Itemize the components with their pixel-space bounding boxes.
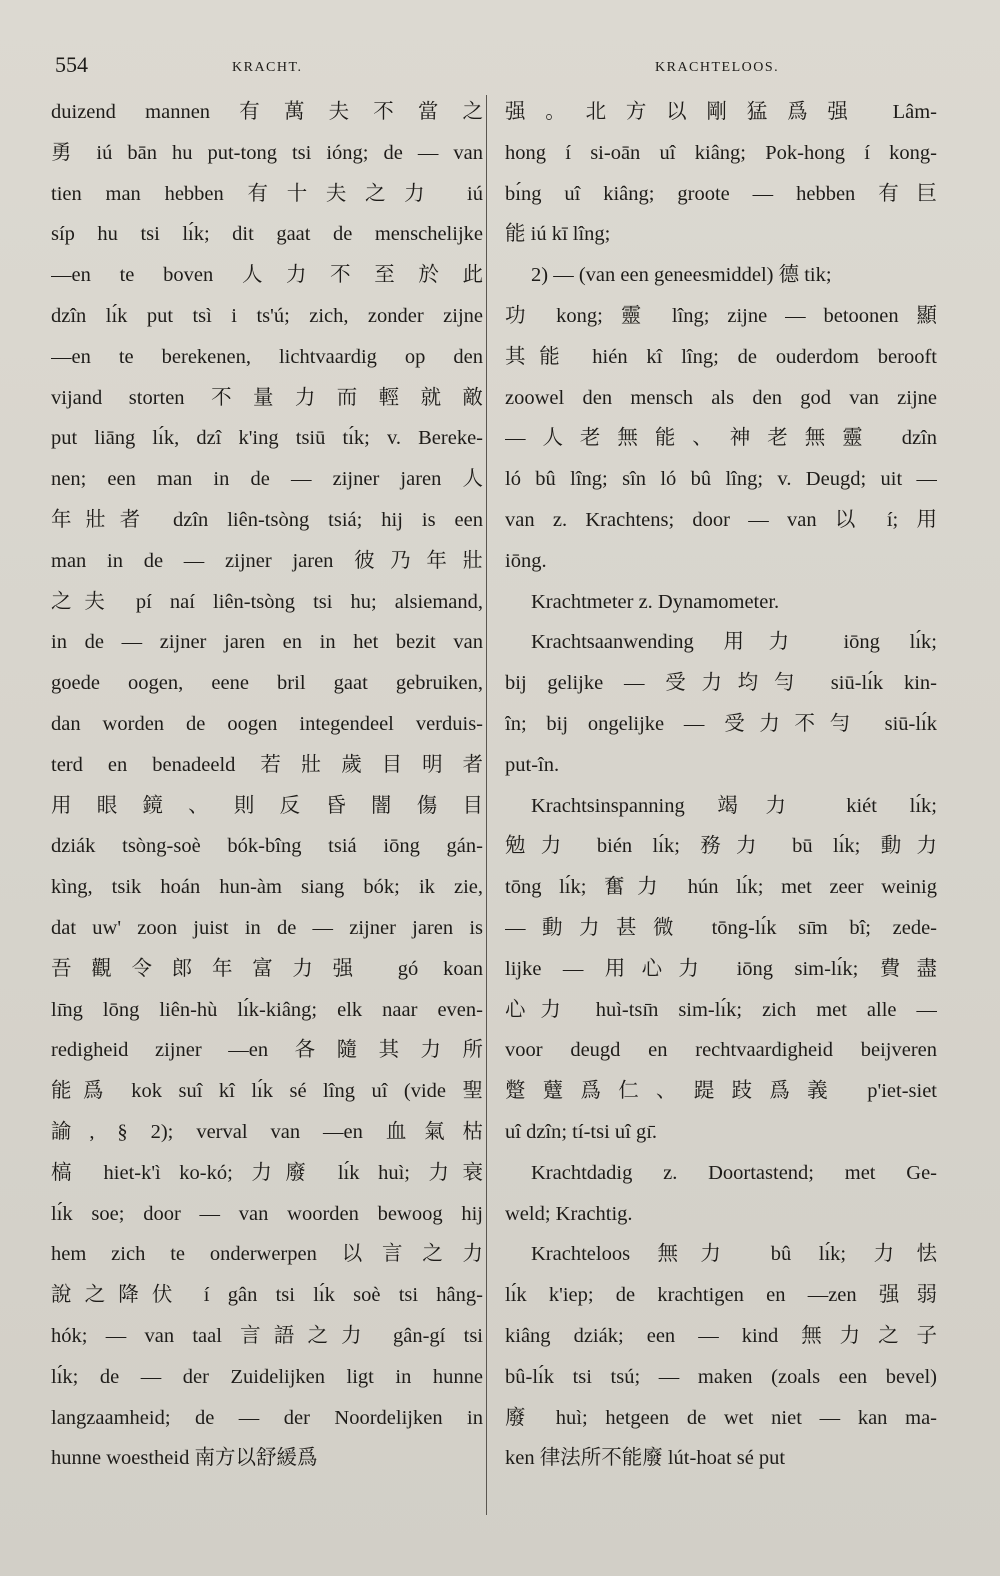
text-line: lı́k; de — der Zuidelijken ligt in hunne [51,1365,483,1388]
text-line: 槁 hiet-k'ì ko-kó; 力廢 lı́k huì; 力衰 [51,1161,483,1184]
text-line: dzîn lı́k put tsì i ts'ú; zich, zonder zijne [51,304,483,327]
text-line: 用眼鏡、則反昏闇傷目 [51,794,483,817]
text-line: 勇 iú bān hu put-tong tsi ióng; de — van [51,141,483,164]
text-line: ló bû lîng; sîn ló bû lîng; v. Deugd; uit — [505,468,937,491]
right-running-head: KRACHTELOOS. [655,60,780,75]
text-line: tien man hebben 有十夫之力 iú [51,182,483,205]
text-line: —en te berekenen, lichtvaardig op den [51,345,483,368]
text-line: hunne woestheid 南方以舒緩爲 [51,1447,318,1470]
text-line: langzaamheid; de — der Noordelijken in [51,1406,483,1429]
text-line: bı́ng uî kiâng; groote — hebben 有巨 [505,182,937,205]
text-line: lı̄ng lōng liên-hù lı́k-kiâng; elk naar even- [51,998,483,1021]
text-line: 能爲 kok suî kî lı́k sé lîng uî (vide 聖 [51,1080,483,1103]
right-column [505,92,937,1479]
text-line: —動力甚微 tōng-lı́k sı̄m bî; zede- [505,916,937,939]
text-line: dziák tsòng-soè bók-bîng tsiá iōng gán- [51,835,483,858]
text-line: tōng lı́k; 奮力 hún lı́k; met zeer weinig [505,876,937,899]
text-line: lijke — 用心力 iōng sim-lı́k; 費盡 [505,957,937,980]
text-line: Krachtsaanwending 用力 iōng lı́k; [531,631,937,654]
text-line: síp hu tsi lı́k; dit gaat de menschelijke [51,223,483,246]
text-line: Krachtsinspanning 竭力 kiét lı́k; [531,794,937,817]
text-line: 說之降伏 í gân tsi lı́k soè tsi hâng- [51,1284,483,1307]
text-line: 勉力 bién lı́k; 務力 bū lı́k; 動力 [505,835,937,858]
text-line: 心力 huì-tsı̄n sim-lı́k; zich met alle — [505,998,937,1021]
text-line: 强。北方以剛猛爲强 Lâm- [505,101,937,123]
text-line: 年壯者 dzîn liên-tsòng tsiá; hij is een [51,508,483,531]
text-line: Krachteloos 無力 bû lı́k; 力怯 [531,1243,937,1266]
text-line: 功 kong; 靈 lîng; zijne — betoonen 顯 [505,304,937,327]
text-line: ken 律法所不能廢 lút-hoat sé put [505,1447,786,1470]
left-column [51,92,483,1479]
column-divider [486,95,487,1515]
text-line: weld; Krachtig. [505,1202,633,1225]
text-line: voor deugd en rechtvaardigheid beijveren [505,1039,937,1062]
text-line: Krachtdadig z. Doortastend; met Ge- [531,1161,937,1184]
text-line: iōng. [505,549,547,572]
text-line: hem zich te onderwerpen 以言之力 [51,1243,483,1266]
text-line: hók; — van taal 言語之力 gân-gí tsi [51,1324,483,1347]
text-line: 能 iú kī lîng; [505,223,611,246]
text-line: put-în. [505,753,560,776]
page-header [55,52,935,84]
text-line: put liāng lı́k, dzî k'ing tsiū tı́k; v. Bereke- [51,427,483,450]
text-line: van z. Krachtens; door — van 以 í; 用 [505,508,937,531]
text-line: 其能 hién kî lîng; de ouderdom berooft [505,345,937,368]
page-number: 554 [55,52,88,77]
text-line: kìng, tsik hoán hun-àm siang bók; ik zie, [51,876,483,899]
text-line: dan worden de oogen integendeel verduis- [51,712,483,735]
text-line: 蹩躠爲仁、踶跂爲義 p'iet-siet [505,1080,937,1103]
text-line: terd en benadeeld 若壯歲目明者 [51,753,483,776]
text-line: în; bij ongelijke — 受力不勻 siū-lı́k [505,712,937,735]
text-line: 之夫 pí naí liên-tsòng tsi hu; alsiemand, [51,590,483,613]
text-line: 吾觀令郎年富力强 gó koan [51,957,483,980]
text-line: bij gelijke — 受力均勻 siū-lı́k kin- [505,672,937,695]
text-line: uî dzîn; tí-tsi uî gı̄. [505,1120,658,1143]
text-line: vijand storten 不量力而輕就敵 [51,386,483,409]
text-line: lı́k k'iep; de krachtigen en —zen 强弱 [505,1284,937,1307]
text-line: in de — zijner jaren en in het bezit van [51,631,483,654]
text-line: goede oogen, eene bril gaat gebruiken, [51,672,483,695]
left-running-head: KRACHT. [232,60,303,75]
text-line: dat uw' zoon juist in de — zijner jaren is [51,916,483,939]
text-line: kiâng dziák; een — kind 無力之子 [505,1324,937,1347]
text-line: lı́k soe; door — van woorden bewoog hij [51,1202,483,1225]
text-line: redigheid zijner —en 各隨其力所 [51,1039,483,1062]
text-line: 諭, § 2); verval van —en 血氣枯 [51,1120,483,1143]
text-line: nen; een man in de — zijner jaren 人 [51,468,483,491]
text-line: duizend mannen 有萬夫不當之 [51,101,483,123]
text-line: —人老無能、神老無靈 dzîn [505,427,937,450]
text-line: 廢 huì; hetgeen de wet niet — kan ma- [505,1406,937,1429]
text-line: man in de — zijner jaren 彼乃年壯 [51,549,483,572]
text-line: Krachtmeter z. Dynamometer. [531,590,780,613]
text-line: hong í si-oān uî kiâng; Pok-hong í kong- [505,141,937,164]
text-line: —en te boven 人力不至於此 [51,264,483,287]
text-line: 2) — (van een geneesmiddel) 德 tik; [531,264,832,287]
text-line: bû-lı́k tsi tsú; — maken (zoals een bevel) [505,1365,937,1388]
text-line: zoowel den mensch als den god van zijne [505,386,937,409]
